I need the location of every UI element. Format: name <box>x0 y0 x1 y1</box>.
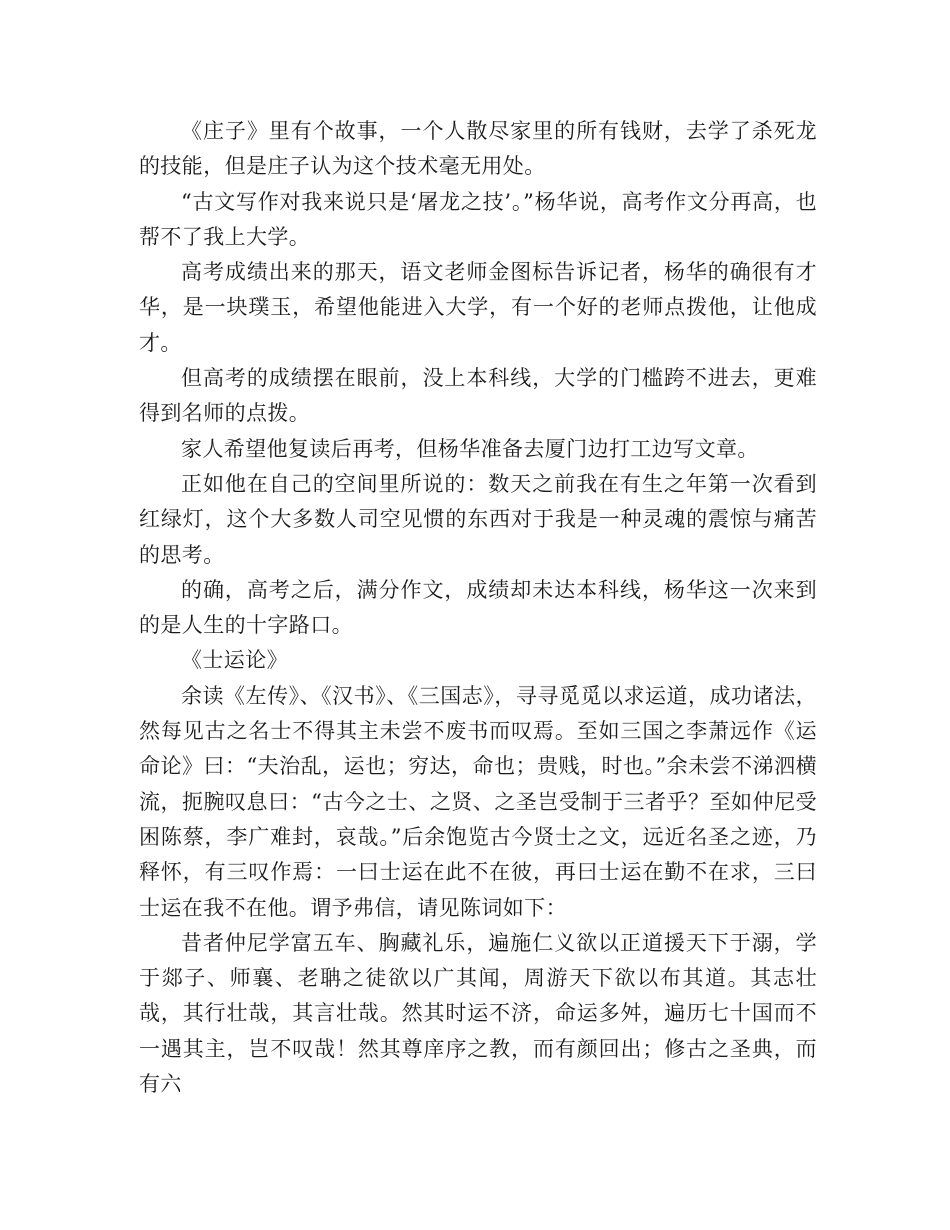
paragraph-zhuangzi-story: 《庄子》里有个故事，一个人散尽家里的所有钱财，去学了杀死龙的技能，但是庄子认为这个技术毫无用处。 <box>139 119 817 179</box>
essay-title: 《士运论》 <box>181 648 288 673</box>
paragraph-family-hope: 家人希望他复读后再考，但杨华准备去厦门边打工边写文章。 <box>181 436 759 461</box>
paragraph-exam-result: 但高考的成绩摆在眼前，没上本科线，大学的门槛跨不进去，更难得到名师的点拨。 <box>139 366 817 426</box>
paragraph-traffic-light: 正如他在自己的空间里所说的：数天之前我在有生之年第一次看到红绿灯，这个大多数人司空见惯的东西对于我是一种灵魂的震惊与痛苦的思考。 <box>139 471 817 567</box>
paragraph-dragon-slaying-quote: “古文写作对我来说只是‘屠龙之技’。”杨华说，高考作文分再高，也帮不了我上大学。 <box>139 189 817 249</box>
document-body <box>139 114 817 1102</box>
paragraph-crossroads: 的确，高考之后，满分作文，成绩却未达本科线，杨华这一次来到的是人生的十字路口。 <box>139 577 817 638</box>
paragraph-confucius: 昔者仲尼学富五车、胸藏礼乐，遍施仁义欲以正道援天下于溺，学于郯子、师襄、老聃之徒欲以广其闻，周游天下欲以布其道。其志壮哉，其行壮哉，其言壮哉。然其时运不济，命运多舛，遍历七十国而不一遇其主，岂不叹哉！然其尊庠序之教，而有颜回出；修古之圣典，而有六 <box>139 930 817 1097</box>
paragraph-teacher-comment: 高考成绩出来的那天，语文老师金图标告诉记者，杨华的确很有才华，是一块璞玉，希望他能进入大学，有一个好的老师点拨他，让他成才。 <box>139 260 817 355</box>
paragraph-essay-intro: 余读《左传》、《汉书》、《三国志》，寻寻觅觅以求运道，成功诸法，然每见古之名士不得其主未尝不废书而叹焉。至如三国之李萧远作《运命论》曰：“夫治乱，运也；穷达，命也；贵贱，时也。”余未尝不涕泗横流，扼腕叹息曰：“古今之士、之贤、之圣岂受制于三者乎？至如仲尼受困陈蔡，李广难封，哀哉。”后余饱览古今贤士之文，远近名圣之迹，乃释怀，有三叹作焉：一曰士运在此不在彼，再曰士运在勤不在求，三曰士运在我不在他。谓予弗信，请见陈词如下： <box>139 683 817 920</box>
